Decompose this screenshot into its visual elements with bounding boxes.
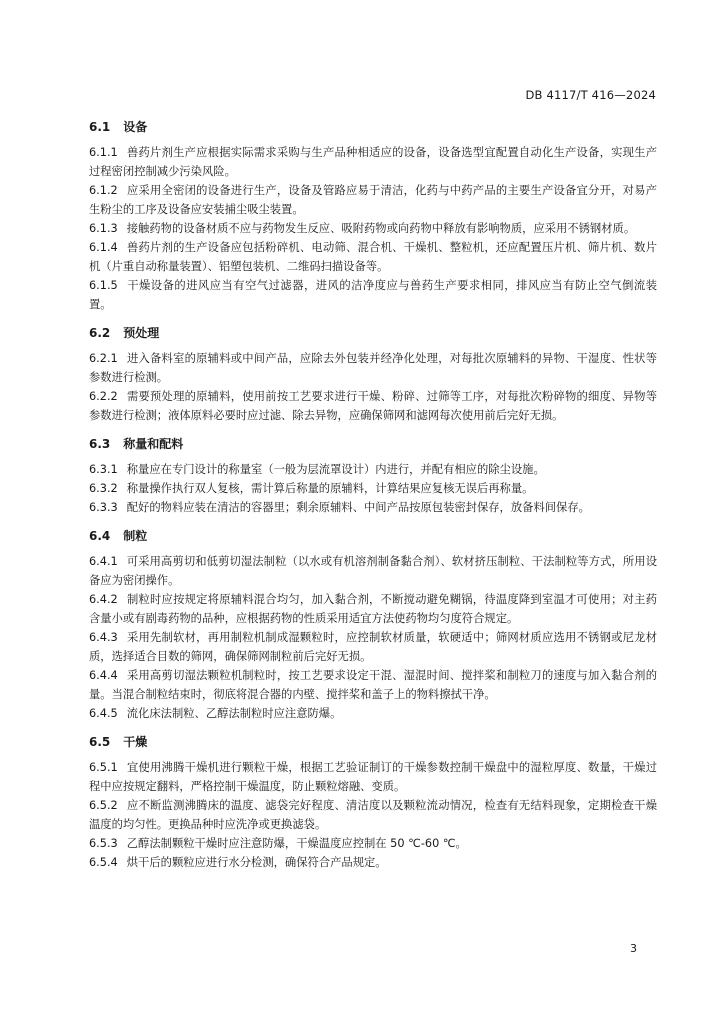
clause-6-5-2 (89, 796, 657, 834)
clause-number: 6.5.4 (89, 856, 118, 869)
clause-text: 应不断监测沸腾床的温度、滤袋完好程度、清洁度以及颗粒流动情况，检查有无结料现象，定期检查干燥温度的均匀性。更换品种时应洗净或更换滤袋。 (89, 799, 657, 831)
section-number: 6.1 (89, 120, 111, 134)
clause-6-4-4 (89, 666, 657, 704)
section-6-3 (89, 435, 657, 517)
clause-number: 6.5.2 (89, 799, 118, 812)
clause-number: 6.3.2 (89, 482, 118, 495)
section-heading (89, 733, 657, 751)
clause-text: 烘干后的颗粒应进行水分检测，确保符合产品规定。 (126, 856, 387, 869)
clause-6-1-1 (89, 143, 657, 181)
section-number: 6.2 (89, 326, 111, 340)
clause-6-1-3 (89, 219, 657, 238)
section-6-1 (89, 118, 657, 314)
clause-number: 6.5.3 (89, 837, 118, 850)
clause-number: 6.2.1 (89, 352, 118, 365)
clause-number: 6.5.1 (89, 761, 118, 774)
clause-text: 称量应在专门设计的称量室（一般为层流罩设计）内进行，并配有相应的除尘设施。 (126, 463, 545, 476)
clause-6-5-1 (89, 758, 657, 796)
clause-number: 6.3.1 (89, 463, 118, 476)
document-code: DB 4117/T 416—2024 (525, 88, 656, 102)
clause-number: 6.3.3 (89, 501, 118, 514)
clause-6-1-5 (89, 276, 657, 314)
clause-text: 需要预处理的原辅料，使用前按工艺要求进行干燥、粉碎、过筛等工序，对每批次粉碎物的细度、异物等参数进行检测；液体原料必要时应过滤、除去异物，应确保筛网和滤网每次使用前后完好无损。 (89, 390, 657, 422)
clause-6-1-2 (89, 181, 657, 219)
clause-6-4-1 (89, 552, 657, 590)
section-heading (89, 435, 657, 453)
section-number: 6.5 (89, 735, 111, 749)
clause-6-4-3 (89, 628, 657, 666)
section-heading (89, 324, 657, 342)
clause-text: 兽药片剂生产应根据实际需求采购与生产品种相适应的设备，设备选型宜配置自动化生产设备，实现生产过程密闭控制减少污染风险。 (89, 146, 657, 178)
section-heading (89, 527, 657, 545)
document-body (89, 118, 657, 872)
clause-text: 称量操作执行双人复核，需计算后称量的原辅料，计算结果应复核无误后再称量。 (126, 482, 534, 495)
clause-number: 6.1.3 (89, 222, 118, 235)
clause-number: 6.1.2 (89, 184, 118, 197)
clause-number: 6.1.5 (89, 279, 118, 292)
clause-6-2-2 (89, 387, 657, 425)
section-number: 6.4 (89, 529, 111, 543)
clause-text: 配好的物料应装在清洁的容器里；剩余原辅料、中间产品按原包装密封保存，放备料间保存。 (126, 501, 590, 514)
section-6-4 (89, 527, 657, 723)
clause-text: 乙醇法制颗粒干燥时应注意防爆，干燥温度应控制在 50 ℃-60 ℃。 (126, 837, 467, 850)
section-title: 称量和配料 (123, 437, 184, 451)
clause-6-4-2 (89, 590, 657, 628)
clause-number: 6.1.4 (89, 241, 118, 254)
clause-text: 接触药物的设备材质不应与药物发生反应、吸附药物或向药物中释放有影响物质，应采用不锈钢材质。 (126, 222, 636, 235)
clause-number: 6.4.3 (89, 631, 118, 644)
clause-6-1-4 (89, 238, 657, 276)
clause-text: 宜使用沸腾干燥机进行颗粒干燥，根据工艺验证制订的干燥参数控制干燥盘中的湿粒厚度、数量，干燥过程中应按规定翻料，严格控制干燥温度，防止颗粒熔融、变质。 (89, 761, 657, 793)
clause-number: 6.2.2 (89, 390, 118, 403)
clause-text: 采用先制软材，再用制粒机制成湿颗粒时，应控制软材质量，软硬适中；筛网材质应选用不锈钢或尼龙材质，选择适合目数的筛网，确保筛网制粒前后完好无损。 (89, 631, 657, 663)
clause-number: 6.1.1 (89, 146, 118, 159)
clause-6-4-5 (89, 704, 657, 723)
section-title: 干燥 (123, 735, 148, 749)
clause-text: 采用高剪切湿法颗粒机制粒时，按工艺要求设定干混、湿混时间、搅拌桨和制粒刀的速度与加入黏合剂的量。当混合制粒结束时，彻底将混合器的内壁、搅拌桨和盖子上的物料擦拭干净。 (89, 669, 657, 701)
clause-text: 兽药片剂的生产设备应包括粉碎机、电动筛、混合机、干燥机、整粒机，还应配置压片机、筛片机、数片机（片重自动称量装置）、铝塑包装机、二维码扫描设备等。 (89, 241, 657, 273)
clause-text: 可采用高剪切和低剪切湿法制粒（以水或有机溶剂制备黏合剂）、软材挤压制粒、干法制粒等方式，所用设备应为密闭操作。 (89, 555, 657, 587)
section-6-5 (89, 733, 657, 872)
clause-text: 流化床法制粒、乙醇法制粒时应注意防爆。 (126, 707, 342, 720)
section-title: 制粒 (123, 529, 148, 543)
clause-number: 6.4.5 (89, 707, 118, 720)
clause-6-5-3 (89, 834, 657, 853)
clause-number: 6.4.1 (89, 555, 118, 568)
clause-text: 干燥设备的进风应当有空气过滤器，进风的洁净度应与兽药生产要求相同，排风应当有防止空气倒流装置。 (89, 279, 657, 311)
clause-number: 6.4.4 (89, 669, 118, 682)
clause-6-3-1 (89, 460, 657, 479)
section-6-2 (89, 324, 657, 425)
section-title: 设备 (123, 120, 148, 134)
clause-6-3-3 (89, 498, 657, 517)
clause-text: 进入备料室的原辅料或中间产品，应除去外包装并经净化处理，对每批次原辅料的异物、干湿度、性状等参数进行检测。 (89, 352, 657, 384)
clause-6-3-2 (89, 479, 657, 498)
clause-number: 6.4.2 (89, 593, 118, 606)
clause-text: 应采用全密闭的设备进行生产，设备及管路应易于清洁，化药与中药产品的主要生产设备宜分开，对易产生粉尘的工序及设备应安装捕尘吸尘装置。 (89, 184, 657, 216)
clause-6-2-1 (89, 349, 657, 387)
clause-text: 制粒时应按规定将原辅料混合均匀，加入黏合剂，不断搅动避免糊锅，待温度降到室温才可使用；对主药含量小或有剧毒药物的品种，应根据药物的性质采用适宜方法使药物均匀度符合规定。 (89, 593, 657, 625)
section-heading (89, 118, 657, 136)
clause-6-5-4 (89, 853, 657, 872)
section-title: 预处理 (123, 326, 160, 340)
page-number: 3 (630, 942, 637, 955)
section-number: 6.3 (89, 437, 111, 451)
